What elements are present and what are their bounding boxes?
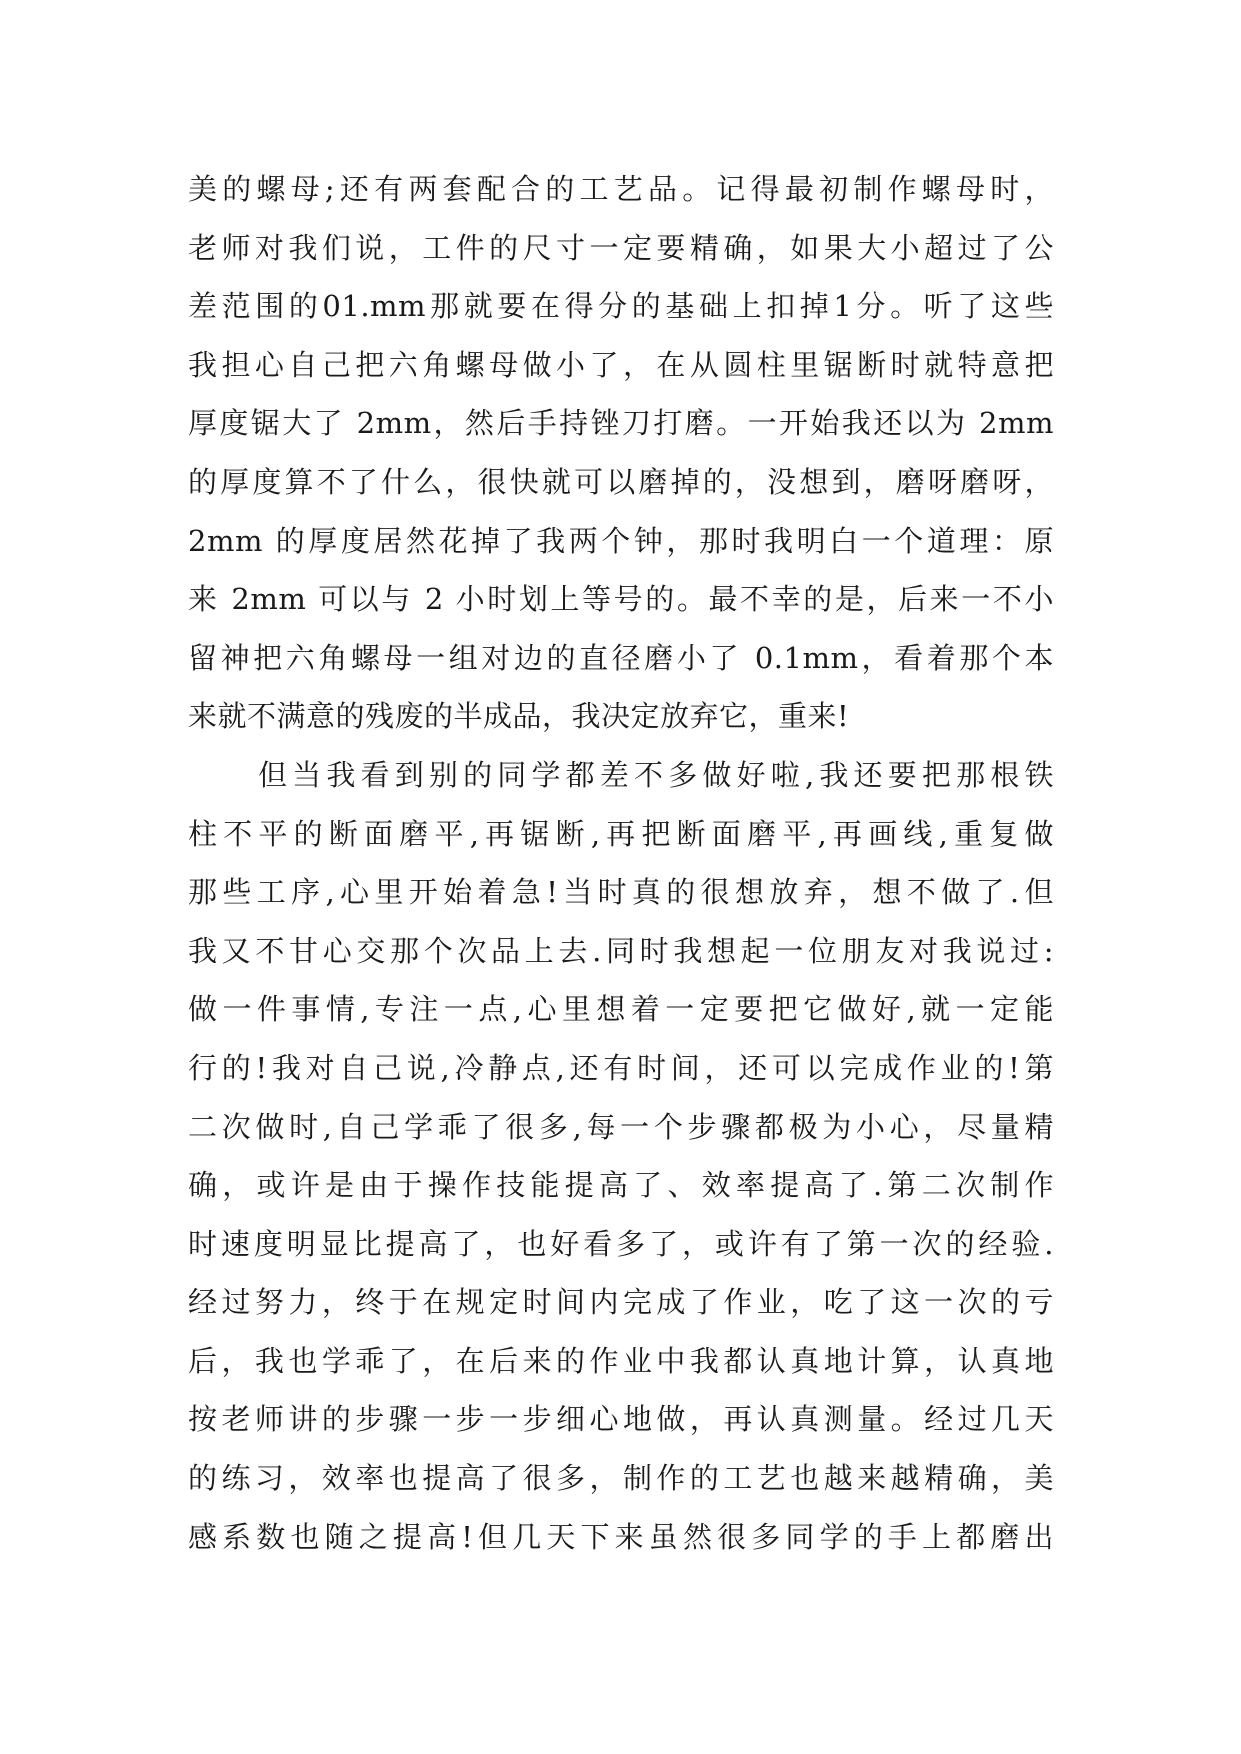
text-line: 来就不满意的残废的半成品，我决定放弃它，重来! [188, 699, 850, 734]
text-line: 二次做时,自己学乖了很多,每一个步骤都极为小心，尽量精 [188, 1109, 1054, 1144]
text-line: 那些工序,心里开始着急!当时真的很想放弃，想不做了.但 [188, 875, 1054, 910]
text-line: 2mm 的厚度居然花掉了我两个钟，那时我明白一个道理：原 [188, 523, 1054, 558]
text-line: 厚度锯大了 2mm，然后手持锉刀打磨。一开始我还以为 2mm [188, 406, 1054, 441]
text-line: 按老师讲的步骤一步一步细心地做，再认真测量。经过几天 [188, 1402, 1054, 1437]
text-line: 来 2mm 可以与 2 小时划上等号的。最不幸的是，后来一不小 [188, 582, 1054, 617]
text-line: 确，或许是由于操作技能提高了、效率提高了.第二次制作 [188, 1168, 1054, 1203]
text-line: 我又不甘心交那个次品上去.同时我想起一位朋友对我说过: [188, 933, 1054, 968]
text-line: 柱不平的断面磨平,再锯断,再把断面磨平,再画线,重复做 [188, 816, 1054, 851]
text-line: 感系数也随之提高!但几天下来虽然很多同学的手上都磨出 [188, 1519, 1054, 1554]
text-line: 老师对我们说，工件的尺寸一定要精确，如果大小超过了公 [188, 230, 1054, 265]
text-line: 经过努力，终于在规定时间内完成了作业，吃了这一次的亏 [188, 1285, 1054, 1320]
text-line: 我担心自己把六角螺母做小了，在从圆柱里锯断时就特意把 [188, 347, 1054, 382]
text-line: 的练习，效率也提高了很多，制作的工艺也越来越精确，美 [188, 1461, 1054, 1496]
text-line: 差范围的01.mm那就要在得分的基础上扣掉1分。听了这些 [188, 289, 1054, 324]
text-line: 行的!我对自己说,冷静点,还有时间，还可以完成作业的!第 [188, 1050, 1054, 1085]
text-line: 的厚度算不了什么，很快就可以磨掉的，没想到，磨呀磨呀， [188, 464, 1054, 499]
body-text [188, 160, 1054, 1566]
text-line: 时速度明显比提高了，也好看多了，或许有了第一次的经验. [188, 1226, 1054, 1261]
text-line: 美的螺母;还有两套配合的工艺品。记得最初制作螺母时， [188, 172, 1054, 206]
text-line: 做一件事情,专注一点,心里想着一定要把它做好,就一定能 [188, 992, 1054, 1027]
text-line: 留神把六角螺母一组对边的直径磨小了 0.1mm，看着那个本 [188, 640, 1054, 675]
text-line: 后，我也学乖了，在后来的作业中我都认真地计算，认真地 [188, 1343, 1054, 1378]
paragraph-start-line: 但当我看到别的同学都差不多做好啦,我还要把那根铁 [258, 757, 1054, 792]
